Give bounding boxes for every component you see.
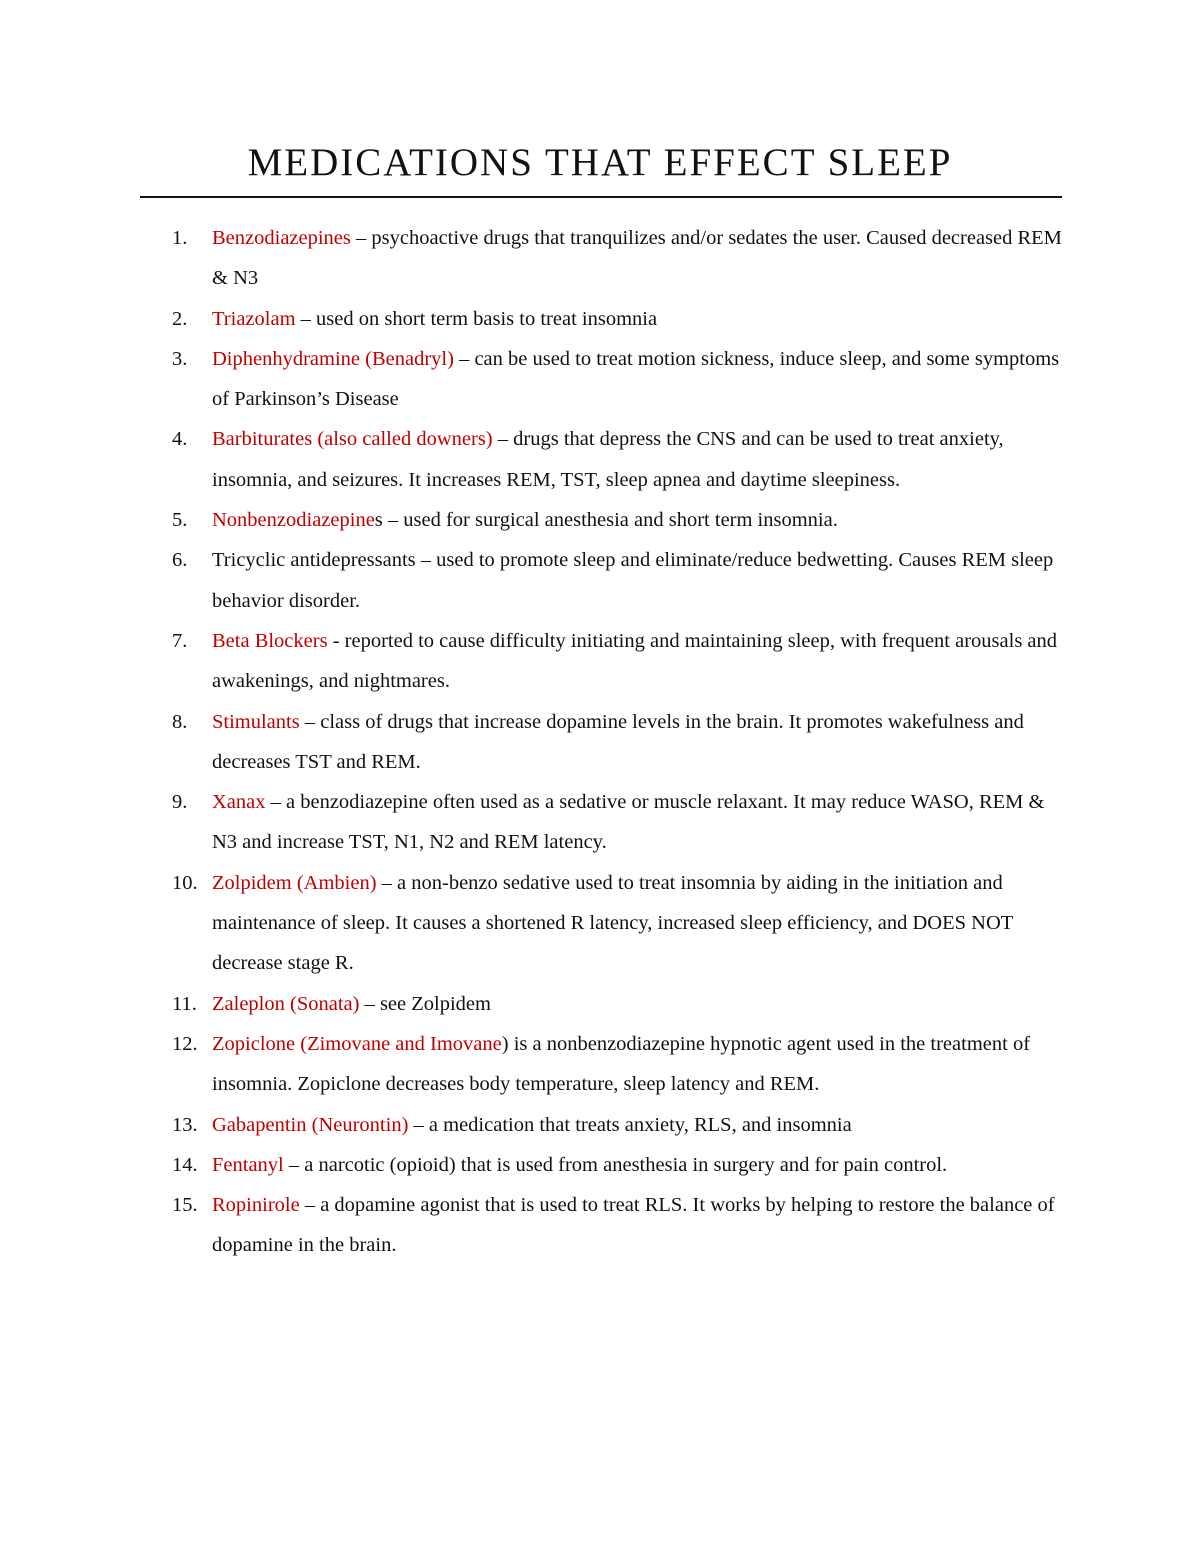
medication-description: - reported to cause difficulty initiating and maintaining sleep, with frequent arousals and awakenings, and nightmares. (212, 629, 1058, 693)
medication-name: Triazolam (212, 307, 296, 330)
medication-name: Fentanyl (212, 1153, 284, 1176)
medication-name: Zolpidem (Ambien) (212, 871, 377, 894)
list-item (172, 984, 1067, 1024)
medication-description: – drugs that depress the CNS and can be used to treat anxiety, insomnia, and seizures. It increases REM, TST, sleep apnea and daytime sleepiness. (212, 428, 1004, 491)
medication-description: – a medication that treats anxiety, RLS, and insomnia (408, 1113, 852, 1136)
item-number: 3. (172, 347, 188, 370)
medication-description: – see Zolpidem (359, 992, 491, 1015)
item-number: 2. (172, 307, 188, 330)
list-item (172, 1185, 1067, 1266)
medication-name: Stimulants (212, 710, 300, 733)
medication-name: Zaleplon (Sonata) (212, 992, 360, 1015)
item-number: 7. (172, 629, 188, 652)
medication-description: Tricyclic antidepressants – used to promote sleep and eliminate/reduce bedwetting. Causes REM sleep behavior disorder. (212, 549, 1054, 612)
list-item (172, 339, 1067, 420)
medication-name: Xanax (212, 791, 266, 814)
item-number: 6. (172, 549, 188, 572)
item-number: 13. (172, 1113, 198, 1136)
medication-description: – can be used to treat motion sickness, induce sleep, and some symptoms of Parkinson’s Disease (212, 347, 1060, 411)
item-number: 10. (172, 871, 198, 894)
list-item (172, 500, 1067, 540)
list-item (172, 1024, 1067, 1105)
medication-list (172, 218, 1067, 1266)
list-item (172, 863, 1067, 984)
medication-name: Gabapentin (Neurontin) (212, 1113, 409, 1136)
medication-name: Diphenhydramine (Benadryl) (212, 347, 454, 370)
list-item (172, 621, 1067, 702)
medication-name: Barbiturates (also called downers) (212, 428, 493, 451)
list-item (172, 782, 1067, 863)
medication-name: Ropinirole (212, 1194, 300, 1217)
medication-description: – used on short term basis to treat insomnia (295, 307, 658, 330)
medication-description: ) is a nonbenzodiazepine hypnotic agent used in the treatment of insomnia. Zopiclone decreases body temperature, sleep latency and REM. (212, 1032, 1031, 1096)
medication-description: – psychoactive drugs that tranquilizes and/or sedates the user. Caused decreased REM & N3 (212, 227, 1062, 290)
medication-name: Beta Blockers (212, 629, 328, 652)
medication-description: – a dopamine agonist that is used to treat RLS. It works by helping to restore the balance of dopamine in the brain. (212, 1194, 1055, 1257)
medication-description: – class of drugs that increase dopamine levels in the brain. It promotes wakefulness and decreases TST and REM. (212, 710, 1024, 773)
medication-description: – a benzodiazepine often used as a sedative or muscle relaxant. It may reduce WASO, REM & N3 and increase TST, N1, N2 and REM latency. (212, 791, 1045, 854)
title-divider (140, 196, 1062, 198)
list-item (172, 702, 1067, 783)
item-number: 8. (172, 710, 188, 733)
medication-description: – a narcotic (opioid) that is used from anesthesia in surgery and for pain control. (283, 1153, 948, 1176)
item-number: 14. (172, 1153, 198, 1176)
item-number: 4. (172, 428, 188, 451)
list-item (172, 218, 1067, 299)
item-number: 15. (172, 1194, 198, 1217)
item-number: 9. (172, 791, 188, 814)
list-item (172, 419, 1067, 500)
medication-description: – a non-benzo sedative used to treat insomnia by aiding in the initiation and maintenance of sleep. It causes a shortened R latency, increased sleep efficiency, and DOES NOT decrease stage R. (212, 871, 1013, 975)
list-item (172, 299, 1067, 339)
medication-name: Benzodiazepines (212, 227, 351, 249)
page-title: MEDICATIONS THAT EFFECT SLEEP (247, 141, 953, 184)
list-item (172, 1145, 1067, 1185)
list-item (172, 540, 1067, 621)
medication-name: Zopiclone (Zimovane and Imovane (212, 1032, 502, 1055)
medication-name: Nonbenzodiazepine (212, 509, 375, 532)
item-number: 5. (172, 509, 188, 532)
list-item (172, 1105, 1067, 1145)
item-number: 12. (172, 1032, 198, 1055)
item-number: 1. (172, 227, 188, 249)
item-number: 11. (172, 992, 197, 1015)
medication-description: s – used for surgical anesthesia and short term insomnia. (374, 509, 838, 532)
